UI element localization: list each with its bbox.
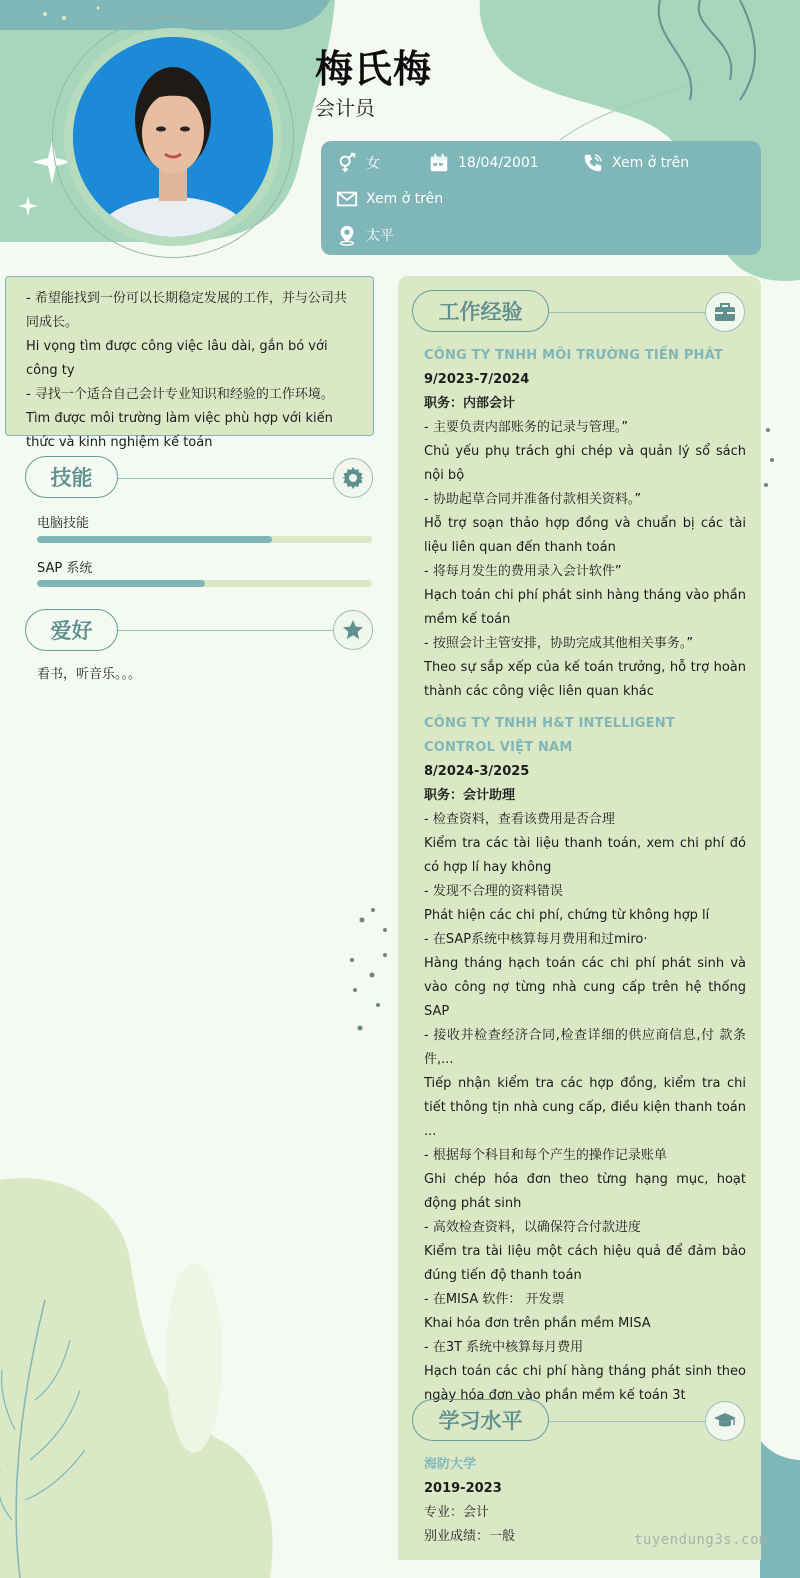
objective-line: Hi vọng tìm được công việc lâu dài, gắn bó với công ty bbox=[26, 339, 328, 378]
education-icon-badge bbox=[705, 1401, 745, 1441]
phone-value: Xem ở trên bbox=[612, 155, 690, 171]
contact-birthday bbox=[428, 152, 539, 174]
job-entry bbox=[424, 344, 746, 704]
hobbies-heading: 爱好 bbox=[25, 609, 118, 651]
skill-level-fill bbox=[37, 580, 205, 587]
graduation-cap-icon bbox=[713, 1409, 737, 1433]
skill-bar bbox=[37, 580, 372, 587]
objective-line: - 寻找一个适合自己会计专业知识和经验的工作环境。 bbox=[26, 387, 334, 402]
birthday-value: 18/04/2001 bbox=[458, 155, 539, 171]
job-duty-line: - 发现不合理的资料错误 bbox=[424, 884, 563, 899]
email-value: Xem ở trên bbox=[366, 191, 444, 207]
skill-bar bbox=[37, 536, 372, 543]
contact-gender bbox=[336, 152, 380, 174]
contact-address bbox=[336, 224, 394, 246]
experience-divider bbox=[549, 312, 705, 313]
location-icon bbox=[336, 224, 358, 246]
job-duty-line: Phát hiện các chi phí, chứng từ không hợp lí bbox=[424, 908, 710, 923]
job-duty-line: Theo sự sắp xếp của kế toán trưởng, hỗ trợ hoàn thành các công việc liên quan khác bbox=[424, 660, 746, 699]
career-objective bbox=[5, 276, 374, 450]
hobbies-divider bbox=[118, 630, 333, 631]
job-entry bbox=[424, 712, 746, 1408]
contact-phone bbox=[582, 152, 689, 174]
objective-line: Tìm được môi trường làm việc phù hợp với kiến thức và kinh nghiệm kế toán bbox=[26, 411, 333, 450]
skill-name: SAP 系统 bbox=[37, 561, 93, 576]
contact-email bbox=[336, 188, 443, 210]
job-duty-line: - 检查资料，查看该费用是否合理 bbox=[424, 812, 615, 827]
candidate-name: 梅氏梅 bbox=[315, 47, 433, 91]
job-duty-line: - 接收并检查经济合同,检查详细的供应商信息,付 款条件,... bbox=[424, 1028, 746, 1067]
hobbies-icon-badge bbox=[333, 610, 373, 650]
job-duty-line: - 协助起草合同并准备付款相关资料。” bbox=[424, 492, 642, 507]
job-duty-line: Kiểm tra các tài liệu thanh toán, xem chi phí đó có hợp lí hay không bbox=[424, 836, 746, 875]
phone-icon bbox=[582, 152, 604, 174]
job-duty-line: Hỗ trợ soạn thảo hợp đồng và chuẩn bị các tài liệu liên quan đến thanh toán bbox=[424, 516, 746, 555]
job-period: 8/2024-3/2025 bbox=[424, 764, 530, 779]
job-duty-line: - 在SAP系统中核算每月费用和过miro· bbox=[424, 932, 648, 947]
job-duty-line: - 按照会计主管安排，协助完成其他相关事务。” bbox=[424, 636, 694, 651]
job-duty-line: - 在MISA 软件： 开发票 bbox=[424, 1292, 565, 1307]
hobbies-text: 看书，听音乐。。。 bbox=[37, 667, 142, 682]
address-value: 太平 bbox=[366, 228, 394, 244]
email-icon bbox=[336, 188, 358, 210]
skills-icon-badge bbox=[333, 458, 373, 498]
gender-icon bbox=[336, 152, 358, 174]
job-role: 职务：会计助理 bbox=[424, 788, 516, 803]
job-duty-line: Ghi chép hóa đơn theo từng hạng mục, hoạt động phát sinh bbox=[424, 1172, 746, 1211]
job-duty-line: - 将每月发生的费用录入会计软件” bbox=[424, 564, 622, 579]
avatar bbox=[73, 37, 273, 237]
briefcase-icon bbox=[713, 300, 737, 324]
experience-heading: 工作经验 bbox=[412, 290, 549, 332]
skill-name: 电脑技能 bbox=[37, 516, 90, 531]
job-duty-line: - 高效检查资料，以确保符合付款进度 bbox=[424, 1220, 641, 1235]
skill-level-fill bbox=[37, 536, 272, 543]
gear-icon bbox=[341, 466, 365, 490]
job-duty-line: - 主要负责内部账务的记录与管理。” bbox=[424, 420, 629, 435]
job-period: 9/2023-7/2024 bbox=[424, 372, 530, 387]
star-icon bbox=[341, 618, 365, 642]
job-title: 会计员 bbox=[315, 96, 375, 120]
watermark: tuyendung3s.com bbox=[634, 1532, 768, 1548]
education-divider bbox=[549, 1421, 705, 1422]
company-name: CÔNG TY TNHH MÔI TRƯỜNG TIẾN PHÁT bbox=[424, 348, 723, 363]
job-duty-line: Khai hóa đơn trên phần mềm MISA bbox=[424, 1316, 651, 1331]
job-duty-line: Kiểm tra tài liệu một cách hiệu quả để đảm bảo đúng tiến độ thanh toán bbox=[424, 1244, 746, 1283]
skills-heading: 技能 bbox=[25, 456, 118, 498]
company-name: CÔNG TY TNHH H&T INTELLIGENT CONTROL VIỆT NAM bbox=[424, 716, 675, 755]
objective-line: - 希望能找到一份可以长期稳定发展的工作，并与公司共同成长。 bbox=[26, 291, 347, 330]
job-duty-line: Hàng tháng hạch toán các chi phí phát sinh và vào công nợ từng nhà cung cấp trên hệ thống SAP bbox=[424, 956, 746, 1019]
education-grade: 别业成绩：一般 bbox=[424, 1529, 516, 1544]
gender-value: 女 bbox=[366, 156, 380, 172]
education-period: 2019-2023 bbox=[424, 1481, 502, 1496]
education-heading: 学习水平 bbox=[412, 1399, 549, 1441]
experience-icon-badge bbox=[705, 292, 745, 332]
job-role: 职务：内部会计 bbox=[424, 396, 516, 411]
school-name: 海防大学 bbox=[424, 1457, 477, 1472]
job-duty-line: - 根据每个科目和每个产生的操作记录账单 bbox=[424, 1148, 667, 1163]
job-duty-line: Chủ yếu phụ trách ghi chép và quản lý sổ sách nội bộ bbox=[424, 444, 746, 483]
job-duty-line: Hạch toán các chi phí hàng tháng phát sinh theo ngày hóa đơn vào phần mềm kế toán 3t bbox=[424, 1364, 746, 1403]
job-duty-line: Hạch toán chi phí phát sinh hàng tháng vào phần mềm kế toán bbox=[424, 588, 746, 627]
job-duty-line: - 在3T 系统中核算每月费用 bbox=[424, 1340, 584, 1355]
job-duty-line: Tiếp nhận kiểm tra các hợp đồng, kiểm tra chi tiết thông tịn nhà cung cấp, điều kiện thanh toán ... bbox=[424, 1076, 746, 1139]
education-major: 专业：会计 bbox=[424, 1505, 490, 1520]
skills-divider bbox=[118, 478, 333, 479]
calendar-icon bbox=[428, 152, 450, 174]
